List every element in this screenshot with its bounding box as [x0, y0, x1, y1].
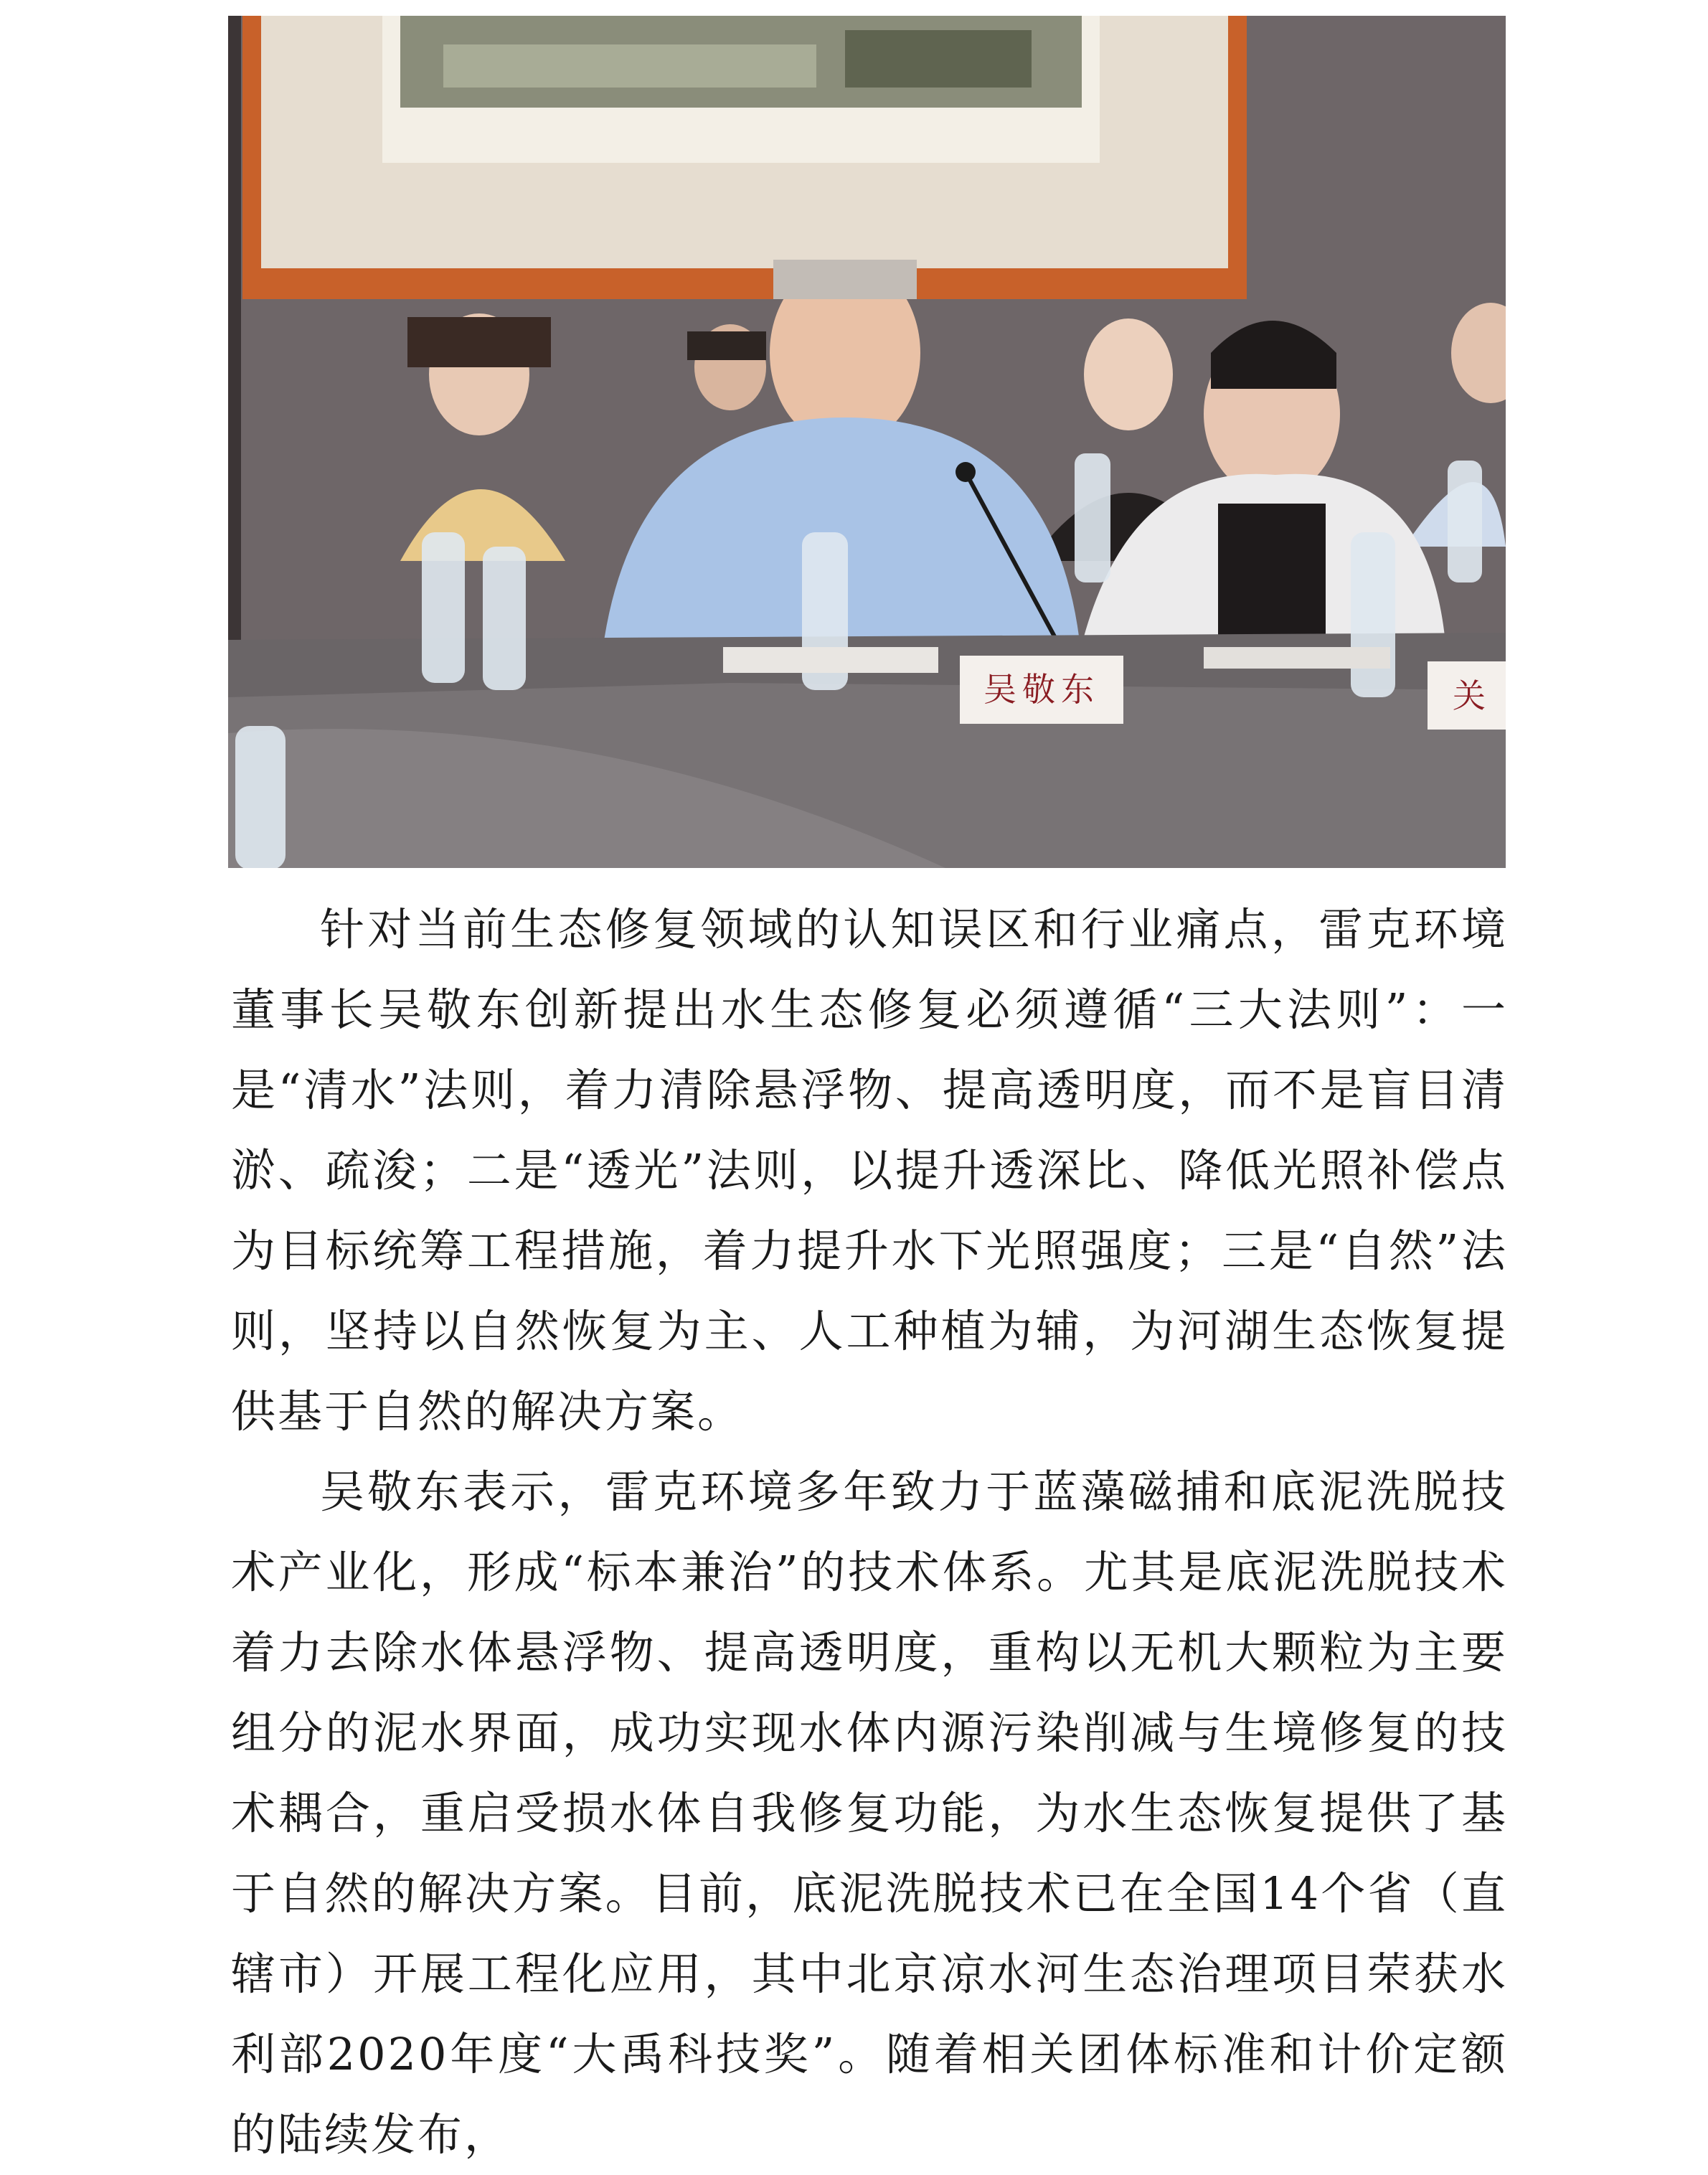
- nameplate-main: 吴敬东: [983, 670, 1100, 709]
- paragraph: 吴敬东表示，雷克环境多年致力于蓝藻磁捕和底泥洗脱技术产业化，形成“标本兼治”的技术体系。尤其是底泥洗脱技术着力去除水体悬浮物、提高透明度，重构以无机大颗粒为主要组分的泥水界面，成功实现水体内源污染削减与生境修复的技术耦合，重启受损水体自我修复功能，为水生态恢复提供了基于自然的解决方案。目前，底泥洗脱技术已在全国14个省（直辖市）开展工程化应用，其中北京凉水河生态治理项目荣获水利部2020年度“大禹科技奖”。随着相关团体标准和计价定额的陆续发布，: [231, 1466, 1508, 2161]
- nameplate-side: 关: [1453, 676, 1486, 715]
- paragraph: 针对当前生态修复领域的认知误区和行业痛点，雷克环境董事长吴敬东创新提出水生态修复必须遵循“三大法则”：一是“清水”法则，着力清除悬浮物、提高透明度，而不是盲目清淤、疏浚；二是“透光”法则，以提升透深比、降低光照补偿点为目标统筹工程措施，着力提升水下光照强度；三是“自然”法则，坚持以自然恢复为主、人工种植为辅，为河湖生态恢复提供基于自然的解决方案。: [231, 903, 1508, 1438]
- meeting-photo: [228, 16, 1506, 868]
- meeting-photo-illustration: [228, 16, 1506, 868]
- article-body: [231, 890, 1508, 2175]
